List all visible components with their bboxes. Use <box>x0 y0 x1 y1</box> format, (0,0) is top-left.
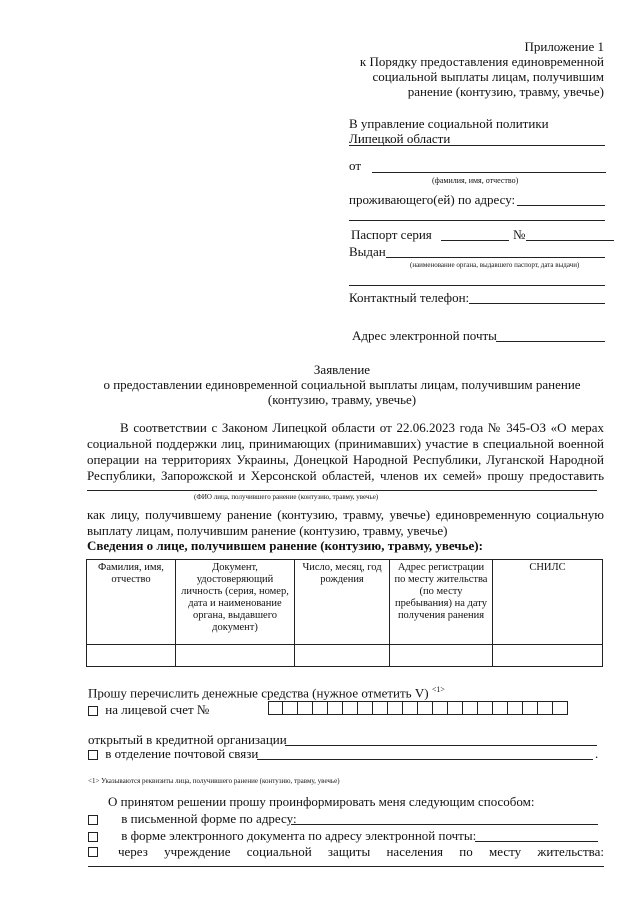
from-hint: (фамилия, имя, отчество) <box>432 176 519 185</box>
fio-hint: (ФИО лица, получившего ранение (контузию, травму, увечье) <box>194 493 379 501</box>
table-header-cell: СНИЛС <box>493 560 603 645</box>
paragraph-1 <box>87 420 604 484</box>
mail-address-field[interactable] <box>291 824 598 825</box>
notify-option-mail[interactable] <box>88 811 297 826</box>
paragraph-line: Республики, Запорожской и Херсонской областей, членов их семей» прошу предоставить <box>87 468 604 483</box>
paragraph-line: операции на территориях Украины, Донецкой Народной Республики, Луганской Народной <box>87 452 604 467</box>
notify-option-email[interactable] <box>88 828 476 843</box>
mail-checkbox[interactable] <box>88 815 98 825</box>
office-label: через учреждение социальной защиты населения по месту жительства: <box>118 844 604 859</box>
office-checkbox[interactable] <box>88 847 98 857</box>
table-cell[interactable] <box>390 645 493 667</box>
option-post[interactable] <box>88 746 258 761</box>
opened-label: открытый в кредитной организации <box>88 732 287 747</box>
table-header-row <box>87 560 603 645</box>
issued-hint: (наименование органа, выдавшего паспорт, дата выдачи) <box>410 261 580 269</box>
table-header-cell: Фамилия, имя, отчество <box>87 560 176 645</box>
option-account[interactable] <box>88 702 209 717</box>
residing-field-1[interactable] <box>517 205 605 206</box>
paragraph-line: выплату лицам, получившим ранение (контузию, травму, увечье) <box>87 523 448 538</box>
passport-number-field[interactable] <box>526 240 614 241</box>
passport-number-label: № <box>513 227 526 242</box>
phone-field[interactable] <box>469 303 605 304</box>
appendix-header <box>300 39 604 99</box>
account-checkbox[interactable] <box>88 706 98 716</box>
residing-label: проживающего(ей) по адресу: <box>349 192 516 207</box>
table-cell[interactable] <box>493 645 603 667</box>
post-field[interactable] <box>257 759 593 760</box>
footnote: <1> Указываются реквизиты лица, получившего ранение (контузию, травму, увечье) <box>88 777 340 785</box>
appendix-line: к Порядку предоставления единовременной <box>359 54 604 69</box>
bank-field[interactable] <box>285 745 597 746</box>
appendix-line: социальной выплаты лицам, получившим <box>372 69 604 84</box>
fio-field[interactable] <box>87 490 597 491</box>
table-header-cell: Адрес регистрации по месту жительства (по месту пребывания) на дату получения ранения <box>390 560 493 645</box>
residing-field-2[interactable] <box>349 220 605 221</box>
passport-series-field[interactable] <box>441 240 509 241</box>
footnote-ref: <1> <box>431 685 445 694</box>
from-label: от <box>349 158 362 173</box>
addressee-to-1: В управление социальной политики <box>349 116 549 131</box>
from-field[interactable] <box>372 172 606 173</box>
post-label: в отделение почтовой связи <box>105 746 259 761</box>
table-cell[interactable] <box>295 645 390 667</box>
title-line: о предоставлении единовременной социальной выплаты лицам, получившим ранение <box>103 377 581 392</box>
email-checkbox[interactable] <box>88 832 98 842</box>
issued-field-2[interactable] <box>349 285 605 286</box>
mail-label: в письменной форме по адресу: <box>121 811 297 826</box>
table-cell[interactable] <box>176 645 295 667</box>
title-line: Заявление <box>313 362 371 377</box>
paragraph-line: социальной поддержки лиц, принимающих (принимавших) участие в специальной военной <box>87 436 604 451</box>
account-label: на лицевой счет № <box>105 702 210 717</box>
title-line: (контузию, травму, увечье) <box>267 392 417 407</box>
paragraph-line: как лицу, получившему ранение (контузию, травму, увечье) единовременную социальную <box>87 507 604 522</box>
issued-label: Выдан <box>349 244 386 259</box>
email-label: Адрес электронной почты <box>352 328 497 343</box>
payment-title <box>88 685 445 700</box>
issued-field[interactable] <box>386 257 605 258</box>
table-cell[interactable] <box>87 645 176 667</box>
addressee-to-line <box>349 145 605 146</box>
email-address-field[interactable] <box>475 841 598 842</box>
appendix-title: Приложение 1 <box>524 39 604 54</box>
account-number-boxes[interactable] <box>268 701 568 715</box>
email-option-label: в форме электронного документа по адресу электронной почты: <box>121 828 477 843</box>
passport-label: Паспорт серия <box>351 227 432 242</box>
application-title <box>80 362 604 407</box>
phone-label: Контактный телефон: <box>349 290 470 305</box>
table-header-cell: Число, месяц, год рождения <box>295 560 390 645</box>
office-address-field[interactable] <box>88 866 604 867</box>
email-field[interactable] <box>496 341 605 342</box>
section-title: Сведения о лице, получившем ранение (контузию, травму, увечье): <box>87 538 483 553</box>
table-row <box>87 645 603 667</box>
addressee-to-2: Липецкой области <box>349 131 451 146</box>
table-header-cell: Документ, удостоверяющий личность (серия, номер, дата и наименование органа, выдавшего документ) <box>176 560 295 645</box>
notify-title: О принятом решении прошу проинформировать меня следующим способом: <box>108 794 535 809</box>
person-info-table <box>86 559 603 667</box>
post-checkbox[interactable] <box>88 750 98 760</box>
paragraph-line: В соответствии с Законом Липецкой области от 22.06.2023 года № 345-ОЗ «О мерах <box>120 420 604 435</box>
payment-title-text: Прошу перечислить денежные средства (нужное отметить V) <box>88 685 429 701</box>
paragraph-2 <box>87 507 604 539</box>
appendix-line: ранение (контузию, травму, увечье) <box>407 84 604 99</box>
notify-option-office[interactable] <box>88 844 604 859</box>
post-end-dot: . <box>595 746 599 761</box>
